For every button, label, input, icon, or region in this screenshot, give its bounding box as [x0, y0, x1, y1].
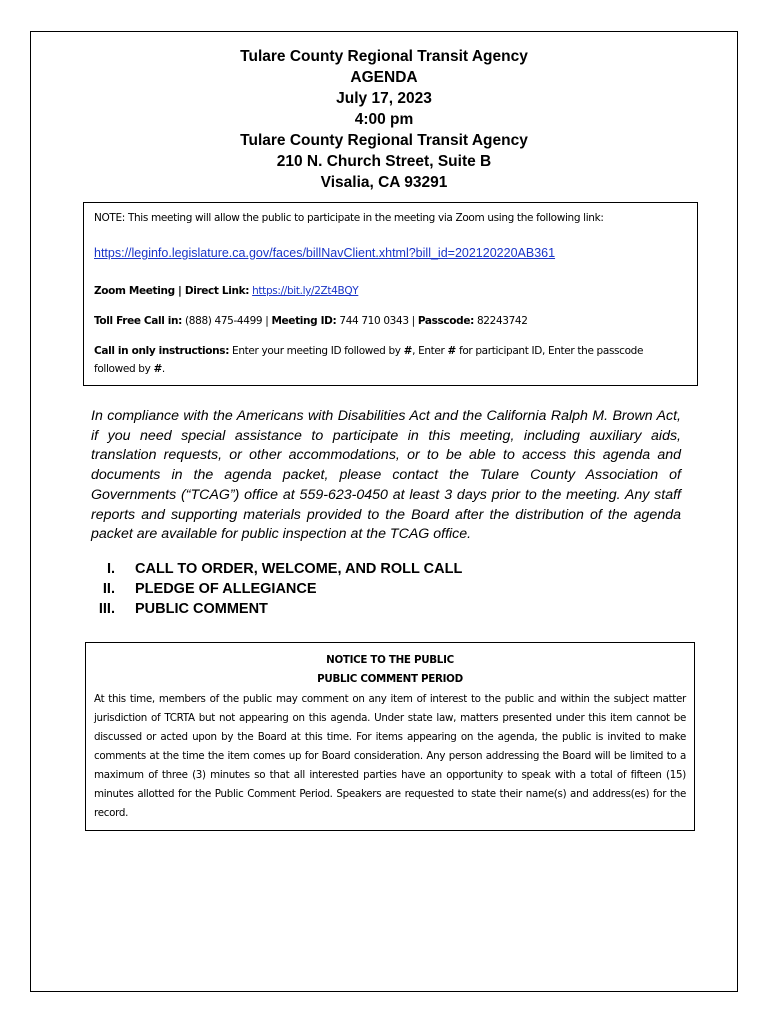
meeting-id-value: 744 710 0343	[339, 315, 409, 327]
agenda-item	[91, 599, 462, 619]
zoom-label: Zoom Meeting | Direct Link:	[94, 285, 250, 297]
call-in-text: .	[161, 363, 165, 375]
agenda-item	[91, 579, 462, 599]
separator: |	[262, 315, 272, 327]
agenda-item-label: PUBLIC COMMENT	[135, 601, 268, 617]
toll-free-label: Toll Free Call in:	[94, 315, 183, 327]
meeting-id-label: Meeting ID:	[271, 315, 337, 327]
meeting-address-city: Visalia, CA 93291	[320, 174, 448, 191]
public-comment-notice-box	[85, 642, 695, 831]
call-in-text: , Enter	[412, 345, 445, 357]
call-in-text: for participant ID, Enter the passcode followed by	[94, 345, 644, 375]
passcode-label: Passcode:	[417, 315, 474, 327]
agenda-item-label: PLEDGE OF ALLEGIANCE	[135, 581, 317, 597]
call-in-text: Enter your meeting ID followed by	[232, 345, 401, 357]
zoom-note-box	[83, 202, 698, 386]
zoom-direct-link[interactable]: https://bit.ly/2Zt4BQY	[252, 285, 359, 297]
agenda-item-label: CALL TO ORDER, WELCOME, AND ROLL CALL	[135, 561, 463, 577]
agenda-item-number: III.	[98, 601, 115, 617]
agenda-item	[91, 559, 462, 579]
ada-compliance-paragraph: In compliance with the Americans with Disabilities Act and the California Ralph M. Brown Act, if you need special assistance to participate in this meeting, including auxiliary aids, translation requests, or other accommodations, or to be able to access this agenda and documents in the agenda packet, please contact the Tulare County Association of Governments (“TCAG”) office at 559-623-0450 at least 3 days prior to the meeting. Any staff reports and supporting materials provided to the Board after the distribution of the agenda packet are available for public inspection at the TCAG office.	[91, 408, 681, 543]
agenda-item-number: II.	[102, 581, 115, 597]
hash-key: #	[153, 363, 162, 375]
zoom-note-text: NOTE: This meeting will allow the public to participate in the meeting via Zoom using the following link:	[94, 212, 604, 224]
agency-name: Tulare County Regional Transit Agency	[240, 48, 528, 65]
document-page	[30, 31, 738, 992]
zoom-direct-link-line	[94, 284, 358, 299]
toll-free-line	[94, 314, 528, 329]
call-in-instructions	[94, 342, 684, 378]
agenda-item-number: I.	[106, 561, 115, 577]
hash-key: #	[403, 345, 413, 357]
notice-title: NOTICE TO THE PUBLIC	[326, 654, 454, 666]
meeting-location-name: Tulare County Regional Transit Agency	[240, 132, 528, 149]
meeting-address-street: 210 N. Church Street, Suite B	[276, 153, 492, 170]
notice-body: At this time, members of the public may comment on any item of interest to the public and within the subject matter jurisdiction of TCRTA but not appearing on this agenda. Under state law, matters presented under this item cannot be discussed or acted upon by the Board at this time. For items appearing on the agenda, the public is invited to make comments at the time the item comes up for Board consideration. Any person addressing the Board will be limited to a maximum of three (3) minutes so that all interested parties have an opportunity to speak with a total of fifteen (15) minutes allotted for the Public Comment Period. Speakers are requested to state their name(s) and address(es) for the record.	[94, 693, 686, 819]
document-title: AGENDA	[350, 69, 418, 86]
separator: |	[408, 315, 418, 327]
agenda-items-list	[91, 559, 462, 619]
hash-key: #	[447, 345, 456, 357]
passcode-value: 82243742	[476, 315, 528, 327]
agenda-header	[31, 46, 737, 193]
meeting-date: July 17, 2023	[336, 90, 432, 107]
notice-subtitle: PUBLIC COMMENT PERIOD	[317, 673, 463, 685]
call-in-label: Call in only instructions:	[94, 345, 230, 357]
toll-free-number: (888) 475-4499	[185, 315, 263, 327]
legislation-link[interactable]: https://leginfo.legislature.ca.gov/faces/billNavClient.xhtml?bill_id=202120220AB361	[94, 246, 556, 260]
meeting-time: 4:00 pm	[354, 111, 414, 128]
